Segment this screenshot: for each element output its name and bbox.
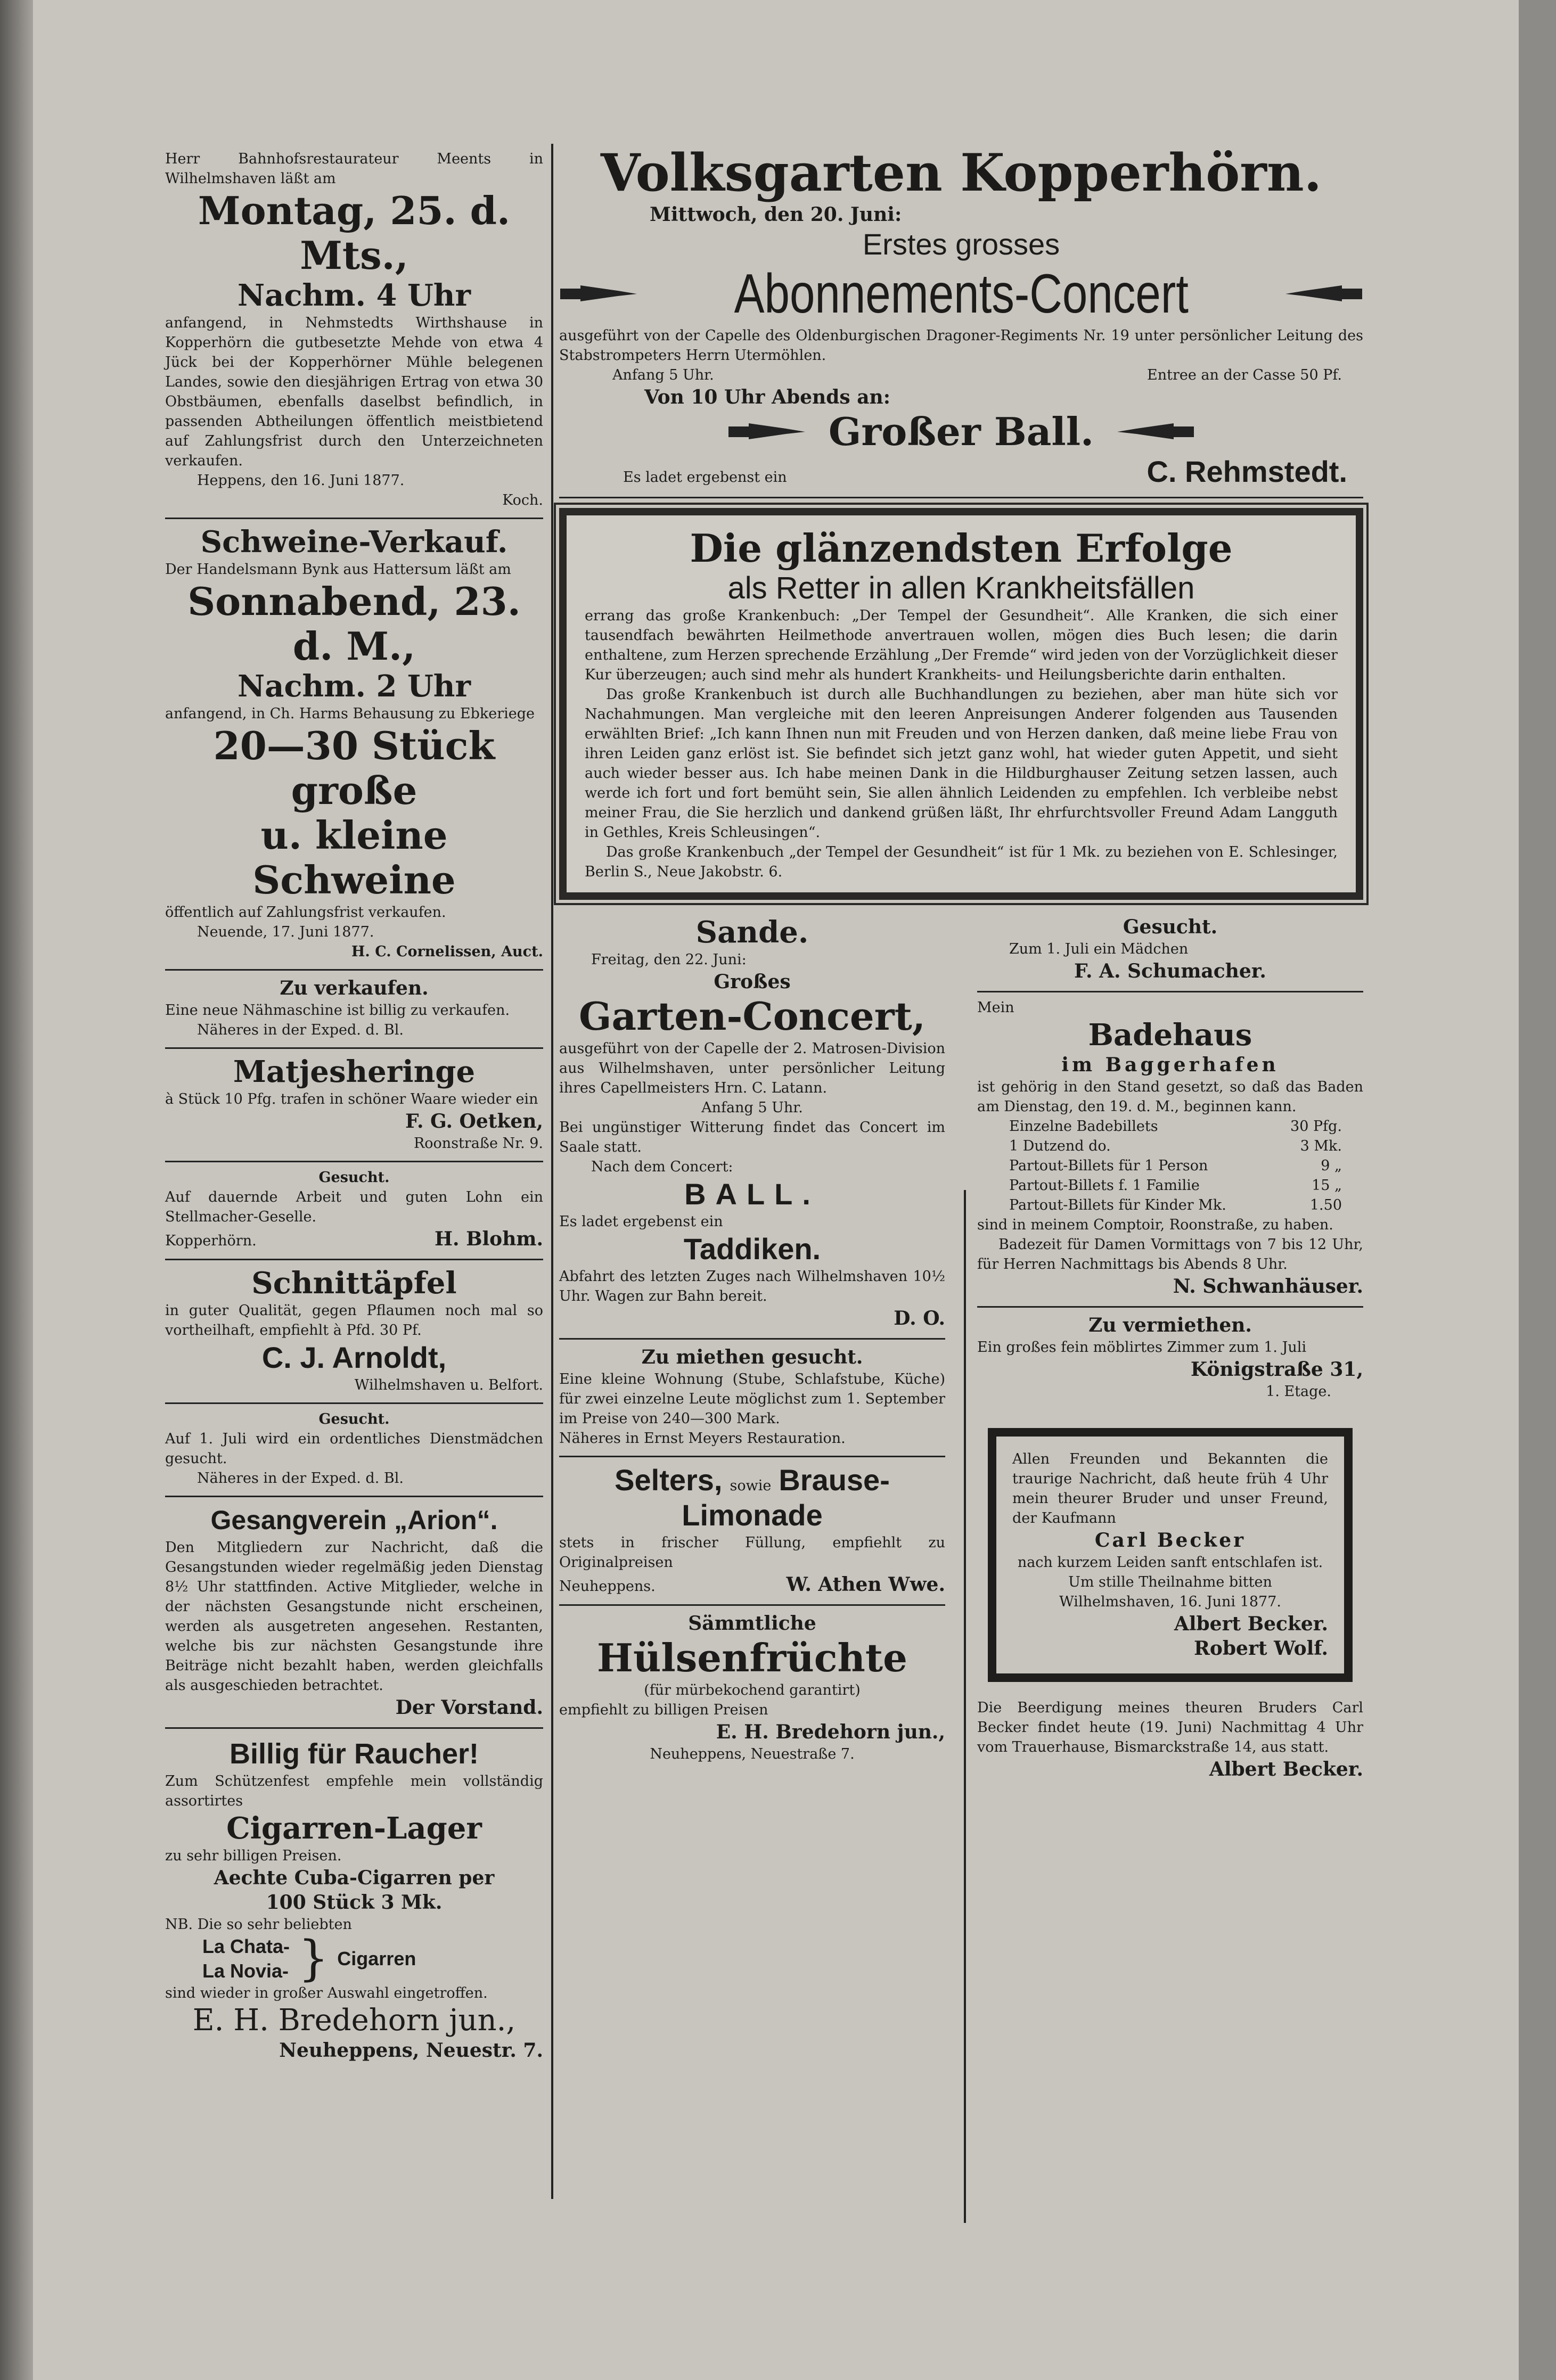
- left-column: [165, 144, 543, 2063]
- ad-body: anfangend, in Ch. Harms Behausung zu Ebkeriege: [165, 705, 535, 722]
- price-row: Partout-Billets für 1 Person 9 „: [1009, 1158, 1342, 1174]
- ad-start: Anfang 5 Uhr.: [612, 367, 714, 383]
- ad-body: öffentlich auf Zahlungsfrist verkaufen.: [165, 904, 446, 921]
- ad-name: C. Rehmstedt.: [1146, 455, 1347, 488]
- ad-subtitle: als Retter in allen Krankheitsfällen: [727, 571, 1195, 605]
- ad-subtitle: (für mürbekochend garantirt): [644, 1682, 861, 1698]
- ad-note: sind in meinem Comptoir, Roonstraße, zu haben.: [977, 1217, 1333, 1233]
- ad-address: Wilhelmshaven u. Belfort.: [354, 1377, 543, 1393]
- ad-title: Sande.: [695, 915, 809, 950]
- ad-paragraph: Das große Krankenbuch „der Tempel der Gesundheit“ ist für 1 Mk. zu beziehen von E. Schlesinger, Berlin S., Neue Jakobstr. 6.: [585, 844, 1338, 880]
- ad-zu-vermiethen: [977, 1308, 1363, 1407]
- ad-schnittaepfel: [165, 1260, 543, 1404]
- ad-body: ausgeführt von der Capelle der 2. Matrosen-Division aus Wilhelmshaven, unter persönlicher Leitung ihres Capellmeisters Hrn. C. Latann.: [559, 1040, 945, 1096]
- ad-name: N. Schwanhäuser.: [1173, 1275, 1363, 1298]
- ad-subtitle: Erstes grosses: [862, 227, 1060, 261]
- notice-signature: Albert Becker.: [1174, 1613, 1328, 1635]
- ad-intro: Herr Bahnhofsrestaurateur Meents in Wilhelmshaven läßt am: [165, 151, 543, 187]
- cigar-word: Cigarren: [337, 1948, 416, 1969]
- notice-signature: Robert Wolf.: [1193, 1637, 1328, 1660]
- ad-floor: 1. Etage.: [1266, 1383, 1331, 1400]
- ad-gesucht-maedchen: [977, 909, 1363, 992]
- ad-body: Eine kleine Wohnung (Stube, Schlafstube, Küche) für zwei einzelne Leute möglichst zum 1. September im Preise von 240—300 Mark.: [559, 1371, 945, 1427]
- ad-subtitle: im Baggerhafen: [1061, 1054, 1279, 1076]
- ad-body: Den Mitgliedern zur Nachricht, daß die Gesangstunden wieder regelmäßig jeden Dienstag 8½ Uhr stattfinden. Active Mitglieder, welche in der nächsten Gesangstunde nicht erscheinen, werden als ausgetreten angesehen. Restanten, welche bis zur nächsten Gesangstunde ihre Beiträge nicht bezahlt haben, werden gleichfalls als ausgeschieden betrachtet.: [165, 1539, 543, 1694]
- ad-address: Neuheppens, Neuestraße 7.: [650, 1746, 855, 1762]
- ad-big-line: u. kleine Schweine: [252, 813, 456, 902]
- ad-title: Matjesheringe: [233, 1054, 476, 1089]
- ad-name: F. A. Schumacher.: [1074, 960, 1266, 982]
- ad-title: Brause-: [779, 1463, 890, 1497]
- ad-times: Badezeit für Damen Vormittags von 7 bis 12 Uhr, für Herren Nachmittags bis Abends 8 Uhr.: [977, 1236, 1363, 1273]
- ad-event: Garten-Concert,: [579, 994, 926, 1039]
- ad-title: Zu miethen gesucht.: [641, 1346, 863, 1368]
- ad-intro: Mein: [977, 999, 1014, 1016]
- ad-signature: Der Vorstand.: [395, 1696, 543, 1719]
- ad-tempel-gesundheit: [559, 508, 1363, 900]
- ad-body: sind wieder in großer Auswahl eingetroffen.: [165, 1985, 488, 2001]
- ad-title: Die glänzendsten Erfolge: [690, 526, 1233, 571]
- ad-naehmaschine: [165, 971, 543, 1049]
- ad-title: Volksgarten Kopperhörn.: [600, 143, 1322, 203]
- ad-date: Mittwoch, den 20. Juni:: [650, 203, 902, 226]
- ad-zu-miethen-gesucht: [559, 1340, 945, 1457]
- ad-huelsenfruechte: [559, 1606, 945, 1769]
- ad-date: Freitag, den 22. Juni:: [591, 951, 747, 968]
- ad-title-connector: sowie: [730, 1478, 772, 1494]
- pointing-hand-left-icon: [1115, 421, 1195, 442]
- ad-offer: Aechte Cuba-Cigarren per: [214, 1867, 495, 1889]
- ad-address: Königstraße 31,: [1190, 1358, 1363, 1381]
- ad-from: Von 10 Uhr Abends an:: [644, 386, 890, 408]
- ad-body: Auf 1. Juli wird ein ordentliches Dienstmädchen gesucht.: [165, 1431, 543, 1467]
- pointing-hand-right-icon: [559, 283, 639, 305]
- ad-time: Nachm. 2 Uhr: [237, 669, 471, 704]
- ad-matjesheringe: [165, 1049, 543, 1162]
- ad-title: Limonade: [682, 1498, 823, 1532]
- ad-address: Neuheppens, Neuestr. 7.: [279, 2039, 543, 2062]
- pointing-hand-right-icon: [727, 421, 807, 442]
- price-list: [977, 1117, 1363, 1215]
- ad-volksgarten: [559, 144, 1363, 498]
- notice-place-date: Wilhelmshaven, 16. Juni 1877.: [1059, 1594, 1281, 1610]
- ad-title: Schweine-Verkauf.: [200, 524, 508, 560]
- cigar-brand: La Chata-: [202, 1935, 290, 1957]
- ad-badehaus: [977, 992, 1363, 1308]
- ad-subtitle: Großes: [714, 971, 791, 993]
- notice-body: nach kurzem Leiden sanft entschlafen ist. Um stille Theilnahme bitten: [1017, 1554, 1323, 1590]
- ad-date: Montag, 25. d. Mts.,: [198, 188, 511, 278]
- ad-body: Auf dauernde Arbeit und guten Lohn ein Stellmacher-Geselle.: [165, 1189, 543, 1225]
- ad-name: H. Blohm.: [435, 1228, 543, 1250]
- ad-meents-auction: [165, 144, 543, 519]
- notice-body: Die Beerdigung meines theuren Bruders Carl Becker findet heute (19. Juni) Nachmittag 4 Uhr vom Trauerhause, Bismarckstraße 14, aus statt.: [977, 1700, 1363, 1755]
- ad-place: Kopperhörn.: [165, 1233, 257, 1249]
- ad-big-line: 20—30 Stück große: [213, 723, 495, 813]
- pointing-hand-left-icon: [1283, 283, 1363, 305]
- ad-invite: Es ladet ergebenst ein: [623, 469, 787, 486]
- ad-note: Näheres in der Exped. d. Bl.: [197, 1470, 404, 1487]
- ad-body: zu sehr billigen Preisen.: [165, 1848, 342, 1864]
- ad-head: Sämmtliche: [688, 1612, 816, 1635]
- ad-note: Näheres in der Exped. d. Bl.: [197, 1022, 404, 1038]
- ad-body: anfangend, in Nehmstedts Wirthshause in Kopperhörn die gutbesetzte Mehde von etwa 4 Jück bei der Kopperhörner Mühle belegenen Landes, sowie den diesjährigen Ertrag von etwa 30 Obstbäumen, ebenfalls daselbst befindlich, in passenden Abtheilungen öffentlich meistbietend auf Zahlungsfrist durch den Unterzeichneten verkaufen.: [165, 315, 543, 469]
- ad-signature: Koch.: [502, 492, 543, 508]
- ad-place: Neuheppens.: [559, 1578, 656, 1595]
- price-row: Partout-Billets f. 1 Familie 15 „: [1009, 1177, 1342, 1194]
- ad-ball: BALL.: [684, 1177, 820, 1211]
- ad-title: Zu verkaufen.: [280, 977, 429, 999]
- book-spine-shadow: [0, 0, 33, 2380]
- ad-signature: D. O.: [894, 1307, 945, 1329]
- brace-icon: }: [298, 1931, 329, 1987]
- ad-body: Eine neue Nähmaschine ist billig zu verkaufen.: [165, 1002, 510, 1019]
- ad-stellmacher: [165, 1162, 543, 1260]
- notice-signature: Albert Becker.: [1209, 1758, 1363, 1780]
- ad-name: E. H. Bredehorn jun.,: [716, 1721, 945, 1743]
- column-rule-left: [551, 144, 553, 2199]
- ad-title: Gesucht.: [1123, 916, 1218, 938]
- price-row: 1 Dutzend do. 3 Mk.: [1009, 1138, 1342, 1154]
- ad-title: Billig für Raucher!: [229, 1738, 479, 1770]
- ad-invite: Es ladet ergebenst ein: [559, 1213, 723, 1230]
- ad-title: Gesucht.: [318, 1169, 390, 1186]
- ad-note: Näheres in Ernst Meyers Restauration.: [559, 1430, 846, 1447]
- ad-body: Ein großes fein möblirtes Zimmer zum 1. Juli: [977, 1339, 1307, 1356]
- ad-time: Nachm. 4 Uhr: [237, 278, 471, 313]
- ad-signature: H. C. Cornelissen, Auct.: [351, 943, 543, 960]
- ad-entry: Entree an der Casse 50 Pf.: [1147, 367, 1342, 383]
- middle-subcolumn: [559, 909, 961, 1782]
- ad-title: Gesucht.: [318, 1411, 390, 1427]
- ad-place-date: Neuende, 17. Juni 1877.: [197, 924, 374, 940]
- price-row: Einzelne Badebillets 30 Pfg.: [1009, 1118, 1342, 1135]
- notice-body: Allen Freunden und Bekannten die traurige Nachricht, daß heute früh 4 Uhr mein theurer Bruder und unser Freund, der Kaufmann: [1012, 1451, 1328, 1527]
- ad-selters: [559, 1457, 945, 1606]
- ad-body: ausgeführt von der Capelle des Oldenburgischen Dragoner-Regiments Nr. 19 unter persönlicher Leitung des Stabstrompeters Herrn Utermöhlen.: [559, 327, 1363, 364]
- ad-address: Roonstraße Nr. 9.: [413, 1135, 543, 1152]
- ad-ball: Großer Ball.: [828, 409, 1094, 454]
- ad-date: Sonnabend, 23. d. M.,: [187, 579, 521, 669]
- ad-note: NB. Die so sehr beliebten: [165, 1916, 352, 1933]
- ad-start: Anfang 5 Uhr.: [701, 1099, 803, 1116]
- ad-title: Gesangverein „Arion“.: [210, 1505, 498, 1535]
- ad-paragraph: errang das große Krankenbuch: „Der Tempel der Gesundheit“. Alle Kranken, die sich einer tausendfach bewährten Heilmethode anvertrauen wollen, mögen dies Buch lesen; die darin enthaltene, zum Herzen sprechende Erzählung „Der Fremde“ wird jeden von der Vorzüglichkeit dieser Kur überzeugen; auch sind mehr als hundert Krankheits- und Heilungsberichte darin enthalten.: [585, 608, 1338, 683]
- funeral-notice: [977, 1698, 1363, 1782]
- ad-body: in guter Qualität, gegen Pflaumen noch mal so vortheilhaft, empfiehlt à Pfd. 30 Pf.: [165, 1302, 543, 1339]
- ad-sande: [559, 909, 945, 1340]
- ad-weather: Bei ungünstiger Witterung findet das Concert im Saale statt.: [559, 1119, 945, 1155]
- ad-body: empfiehlt zu billigen Preisen: [559, 1702, 768, 1718]
- right-column: [559, 144, 1363, 1782]
- ad-body: Zum Schützenfest empfehle mein vollständig assortirtes: [165, 1773, 543, 1809]
- ad-title: Badehaus: [1088, 1017, 1252, 1053]
- ad-offer: 100 Stück 3 Mk.: [266, 1891, 443, 1914]
- ad-dienstmaedchen: [165, 1404, 543, 1497]
- ad-event: Abonnements-Concert: [734, 263, 1189, 325]
- ad-body: ist gehörig in den Stand gesetzt, so daß das Baden am Dienstag, den 19. d. M., beginnen kann.: [977, 1079, 1363, 1115]
- ad-big-line: Cigarren-Lager: [226, 1811, 482, 1846]
- ad-paragraph: Das große Krankenbuch ist durch alle Buchhandlungen zu beziehen, aber man hüte sich vor Nachahmungen. Man vergleiche mit den leeren Anpreisungen Anderer folgenden aus Tausenden erwählten Brief: „Ich kann Ihnen nun mit Freuden und von Herzen danken, daß meine liebe Frau von ihren Leiden ganz erlöst ist. Sie befindet sich jetzt ganz wohl, hat wieder guten Appetit, und sieht auch wieder besser aus. Ich habe meinen Dank in die Hildburghauser Zeitung setzen lassen, auch werde ich fort und fort bemüht sein, Sie allen ähnlich Leidenden zu empfehlen. Ich verbleibe nebst meiner Frau, die Sie herzlich und dankend grüßen läßt, Ihr ehrfurchtsvoller Freund Adam Langguth in Gethles, Kreis Schleusingen“.: [585, 686, 1338, 841]
- ad-place-date: Heppens, den 16. Juni 1877.: [197, 472, 405, 489]
- ad-title: Zu vermiethen.: [1088, 1314, 1252, 1336]
- ad-title: Hülsenfrüchte: [597, 1635, 907, 1680]
- death-notice: [988, 1428, 1353, 1682]
- ad-name: F. G. Oetken,: [405, 1110, 543, 1132]
- ad-body: stets in frischer Füllung, empfiehlt zu Originalpreisen: [559, 1534, 945, 1571]
- ad-schweine-verkauf: [165, 519, 543, 971]
- right-subcolumn: [961, 909, 1363, 1782]
- ad-gesangverein-arion: [165, 1497, 543, 1729]
- ad-train: Abfahrt des letzten Zuges nach Wilhelmshaven 10½ Uhr. Wagen zur Bahn bereit.: [559, 1268, 945, 1304]
- ad-after: Nach dem Concert:: [591, 1159, 733, 1175]
- ad-body: Zum 1. Juli ein Mädchen: [1009, 941, 1189, 957]
- ad-body: à Stück 10 Pfg. trafen in schöner Waare wieder ein: [165, 1091, 538, 1107]
- ad-name: E. H. Bredehorn jun.,: [192, 2003, 516, 2038]
- ad-name: Taddiken.: [683, 1232, 821, 1266]
- ad-name: C. J. Arnoldt,: [261, 1341, 447, 1374]
- ad-intro: Der Handelsmann Bynk aus Hattersum läßt am: [165, 561, 511, 578]
- ad-billig-raucher: [165, 1729, 543, 2063]
- ad-title: Selters,: [615, 1463, 723, 1497]
- ad-name: W. Athen Wwe.: [786, 1573, 945, 1596]
- price-row: Partout-Billets für Kinder Mk. 1.50: [1009, 1197, 1342, 1213]
- cigar-brand: La Novia-: [202, 1960, 289, 1982]
- notice-name: Carl Becker: [1094, 1529, 1246, 1552]
- ad-title: Schnittäpfel: [251, 1266, 457, 1301]
